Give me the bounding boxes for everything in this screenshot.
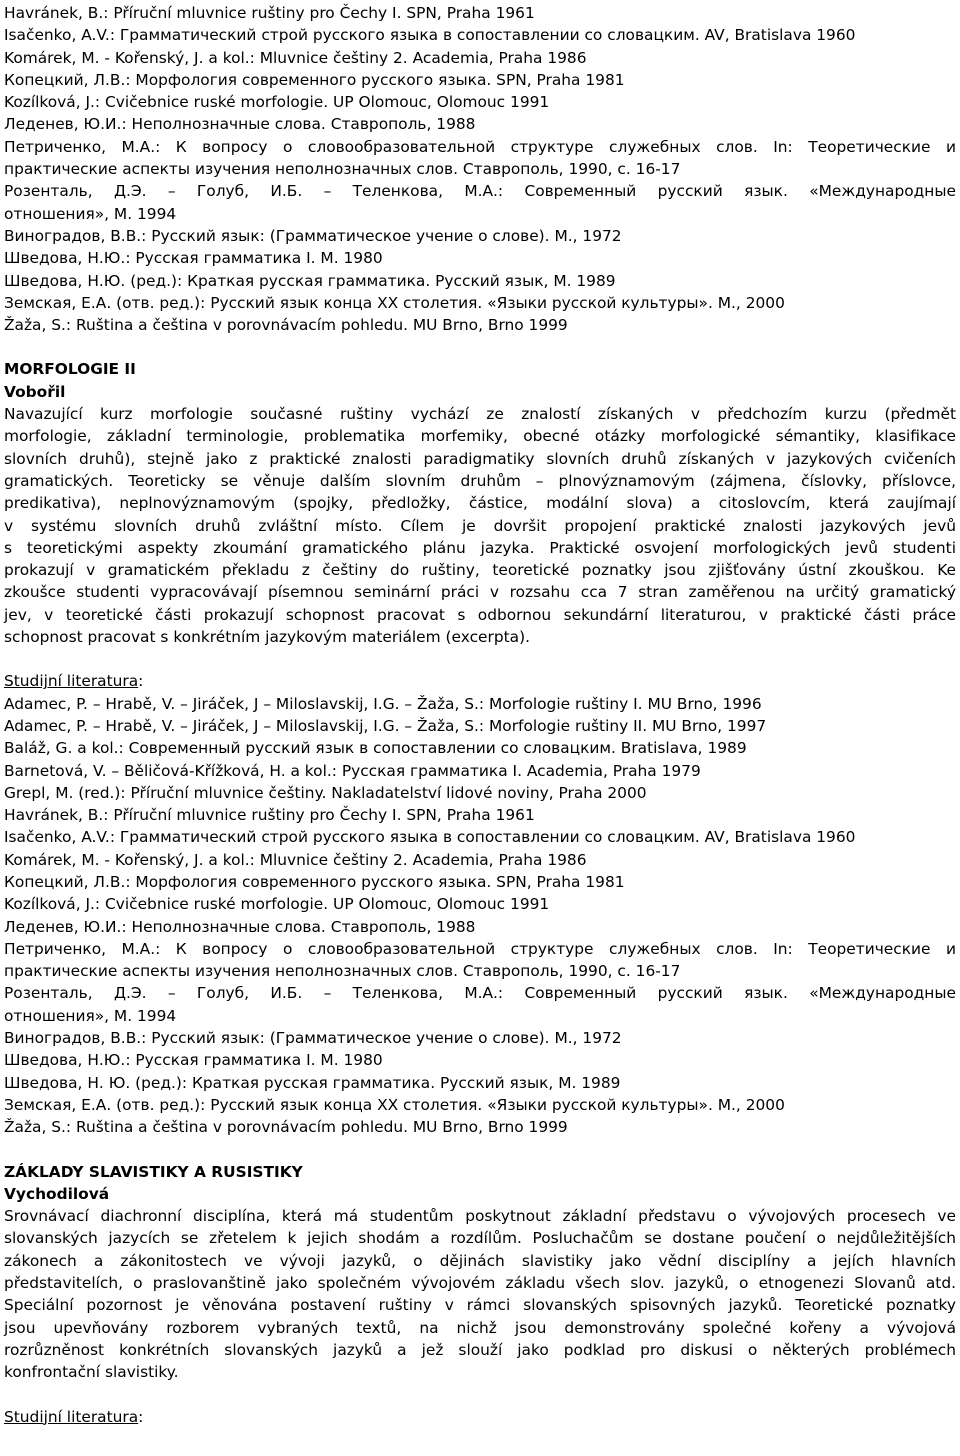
study-literature-label: Studijní literatura — [4, 1407, 139, 1426]
reference-line: Žaža, S.: Ruština a čeština v porovnávacím pohledu. MU Brno, Brno 1999 — [4, 316, 568, 335]
reference-entry — [4, 1072, 956, 1094]
reference-line: Петриченко, М.А.: К вопросу о словообразовательной структуре служебных слов. In: Теоретические и — [4, 137, 956, 156]
reference-entry — [4, 982, 956, 1027]
paragraph-line: jev, v teoretické části prokazují schopnost pracovat s odbornou sekundární literaturou, v praktické části práce — [4, 605, 956, 624]
paragraph-line: prokazují v gramatickém překladu z češtiny do ruštiny, teoretické poznatky jsou zjišťovány ústní zkouškou. Ke — [4, 561, 956, 580]
paragraph-line: Navazující kurz morfologie současné ruštiny vychází ze znalostí získaných v předchozím kurzu (předmět — [4, 405, 956, 424]
reference-line: Леденев, Ю.И.: Неполнозначные слова. Ставрополь, 1988 — [4, 115, 476, 134]
paragraph-line: morfologie, základní terminologie, problematika morfemiky, obecné otázky morfologické sémantiky, klasifikace — [4, 427, 956, 446]
paragraph-line: s teoretickými aspekty zkoumání gramatického plánu jazyka. Praktické osvojení morfologických jevů studenti — [4, 538, 956, 557]
reference-entry — [4, 1027, 956, 1049]
reference-entry — [4, 1116, 956, 1138]
reference-line: Виноградов, В.В.: Русский язык: (Грамматическое учение о слове). М., 1972 — [4, 226, 622, 245]
reference-entry — [4, 91, 956, 113]
reference-entry — [4, 69, 956, 91]
section-morfologie-ii — [4, 358, 956, 1138]
reference-entry — [4, 24, 956, 46]
reference-entry — [4, 916, 956, 938]
section-description — [4, 1205, 956, 1383]
study-literature-heading — [4, 1406, 956, 1428]
reference-line: Grepl, M. (red.): Příruční mluvnice češtiny. Nakladatelství lidové noviny, Praha 2000 — [4, 783, 647, 802]
paragraph-line: zkoušce studenti vypracovávají písemnou seminární práci v rozsahu cca 7 stran zaměřenou na určitý gramatický — [4, 583, 956, 602]
spacer — [4, 648, 956, 670]
reference-entry — [4, 113, 956, 135]
reference-line: отношения», М. 1994 — [4, 1006, 177, 1025]
reference-line: Adamec, P. – Hrabě, V. – Jiráček, J – Miloslavskij, I.G. – Žaža, S.: Morfologie ruštiny I. MU Brno, 1996 — [4, 694, 762, 713]
reference-entry — [4, 2, 956, 24]
paragraph-line: predikativa), neplnovýznamovým (spojky, předložky, částice, modální slova) a citoslovcím, která zaujímají — [4, 494, 956, 513]
reference-line: Komárek, M. - Kořenský, J. a kol.: Mluvnice češtiny 2. Academia, Praha 1986 — [4, 48, 587, 67]
reference-entry — [4, 715, 956, 737]
reference-line: Петриченко, М.А.: К вопросу о словообразовательной структуре служебных слов. In: Теоретические и — [4, 939, 956, 958]
study-literature-label: Studijní literatura — [4, 672, 139, 691]
paragraph-line: představitelích, o praslovanštině jako společném vývojovém základu všech slov. jazyků, o etnogenezi Slovanů atd. — [4, 1274, 956, 1293]
paragraph-line: jsou upevňovány rozborem vybraných textů, na nichž jsou demonstrovány společné kořeny a vývojová — [4, 1318, 956, 1337]
study-literature-colon: : — [138, 672, 144, 691]
section-description — [4, 403, 956, 648]
paragraph-line: rozrůzněnost konkrétních slovanských jazyků a jež slouží jako podklad pro diskusi o některých problémech — [4, 1340, 956, 1359]
reference-entry — [4, 693, 956, 715]
reference-line: отношения», М. 1994 — [4, 204, 177, 223]
reference-line: Isačenko, A.V.: Грамматический строй русского языка в сопоставлении со словацким. AV, Bratislava 1960 — [4, 828, 856, 847]
reference-entry — [4, 938, 956, 983]
reference-entry — [4, 849, 956, 871]
reference-entry — [4, 47, 956, 69]
spacer — [4, 336, 956, 358]
reference-line: Komárek, M. - Kořenský, J. a kol.: Mluvnice češtiny 2. Academia, Praha 1986 — [4, 850, 587, 869]
reference-line: Kozílková, J.: Cvičebnice ruské morfologie. UP Olomouc, Olomouc 1991 — [4, 895, 550, 914]
reference-line: Adamec, P. – Hrabě, V. – Jiráček, J – Miloslavskij, I.G. – Žaža, S.: Morfologie ruštiny II. MU Brno, 1997 — [4, 716, 767, 735]
reference-line: практические аспекты изучения неполнозначных слов. Ставрополь, 1990, с. 16-17 — [4, 160, 681, 179]
reference-entry — [4, 314, 956, 336]
paragraph-line: gramatických. Teoreticky se věnuje dalším slovním druhům – plnovýznamovým (zájmena, číslovky, příslovce, — [4, 471, 956, 490]
reference-line: Копецкий, Л.В.: Морфология современного русского языка. SPN, Praha 1981 — [4, 872, 625, 891]
reference-entry — [4, 871, 956, 893]
reference-line: Шведова, Н.Ю.: Русская грамматика I. М. 1980 — [4, 1051, 383, 1070]
reference-entry — [4, 737, 956, 759]
reference-entry — [4, 1049, 956, 1071]
reference-line: Розенталь, Д.Э. – Голуб, И.Б. – Теленкова, М.А.: Современный русский язык. «Международные — [4, 984, 956, 1003]
reference-line: Barnetová, V. – Běličová-Křížková, H. a kol.: Русская грамматика I. Academia, Praha 1979 — [4, 761, 701, 780]
paragraph-line: v systému slovních druhů zvláštní místo. Cílem je dovršit propojení praktické znalosti jazykových jevů — [4, 516, 956, 535]
reference-line: Isačenko, A.V.: Грамматический строй русского языка в сопоставлении со словацким. AV, Bratislava 1960 — [4, 26, 856, 45]
reference-line: Baláž, G. a kol.: Современный русский язык в сопоставлении со словацким. Bratislava, 1989 — [4, 739, 747, 758]
reference-line: Леденев, Ю.И.: Неполнозначные слова. Ставрополь, 1988 — [4, 917, 476, 936]
reference-entry — [4, 1094, 956, 1116]
section-zaklady-slavistiky — [4, 1161, 956, 1428]
reference-line: практические аспекты изучения неполнозначных слов. Ставрополь, 1990, с. 16-17 — [4, 962, 681, 981]
reference-line: Havránek, B.: Příruční mluvnice ruštiny pro Čechy I. SPN, Praha 1961 — [4, 806, 535, 825]
reference-entry — [4, 826, 956, 848]
study-literature-colon: : — [138, 1407, 144, 1426]
reference-line: Шведова, Н.Ю.: Русская грамматика I. М. 1980 — [4, 249, 383, 268]
reference-line: Шведова, Н.Ю. (ред.): Краткая русская грамматика. Русский язык, М. 1989 — [4, 271, 616, 290]
section-title: MORFOLOGIE II — [4, 360, 136, 379]
paragraph-line: schopnost pracovat s konkrétním jazykovým materiálem (excerpta). — [4, 628, 530, 647]
reference-line: Виноградов, В.В.: Русский язык: (Грамматическое учение о слове). М., 1972 — [4, 1029, 622, 1048]
reference-entry — [4, 804, 956, 826]
reference-list-top — [4, 2, 956, 336]
paragraph-line: Srovnávací diachronní disciplína, která má studentům poskytnout základní představu o vývojových procesech ve — [4, 1207, 956, 1226]
reference-line: Žaža, S.: Ruština a čeština v porovnávacím pohledu. MU Brno, Brno 1999 — [4, 1118, 568, 1137]
section-title: ZÁKLADY SLAVISTIKY A RUSISTIKY — [4, 1162, 303, 1181]
reference-line: Копецкий, Л.В.: Морфология современного русского языка. SPN, Praha 1981 — [4, 70, 625, 89]
reference-entry — [4, 247, 956, 269]
reference-line: Kozílková, J.: Cvičebnice ruské morfologie. UP Olomouc, Olomouc 1991 — [4, 93, 550, 112]
reference-line: Земская, Е.А. (отв. ред.): Русский язык конца ХХ столетия. «Языки русской культуры». М., 2000 — [4, 1095, 785, 1114]
study-literature-heading — [4, 670, 956, 692]
reference-entry — [4, 782, 956, 804]
reference-line: Земская, Е.А. (отв. ред.): Русский язык конца ХХ столетия. «Языки русской культуры». М., 2000 — [4, 293, 785, 312]
reference-list — [4, 693, 956, 1139]
reference-entry — [4, 893, 956, 915]
section-teacher: Vychodilová — [4, 1184, 110, 1203]
spacer — [4, 1384, 956, 1406]
reference-line: Розенталь, Д.Э. – Голуб, И.Б. – Теленкова, М.А.: Современный русский язык. «Международные — [4, 182, 956, 201]
section-teacher: Vobořil — [4, 382, 66, 401]
paragraph-line: zákonech a zákonitostech ve vývoji jazyků, o dějinách slavistiky jako vědní disciplíny a jejích hlavních — [4, 1251, 956, 1270]
reference-entry — [4, 292, 956, 314]
paragraph-line: konfrontační slavistiky. — [4, 1363, 179, 1382]
paragraph-line: slovanských jazycích se zřetelem k jejich shodám a rozdílům. Posluchačům se dostane poučení o nejdůležitějších — [4, 1229, 956, 1248]
reference-entry — [4, 136, 956, 181]
paragraph-line: slovních druhů), stejně jako z praktické znalosti paradigmatiky slovních druhů získaných v jazykových cvičeních — [4, 449, 956, 468]
reference-entry — [4, 760, 956, 782]
reference-entry — [4, 180, 956, 225]
reference-line: Havránek, B.: Příruční mluvnice ruštiny pro Čechy I. SPN, Praha 1961 — [4, 4, 535, 22]
reference-entry — [4, 225, 956, 247]
paragraph-line: Speciální pozornost je věnována postavení ruštiny v rámci slovanských spisovných jazyků. Teoretické poznatky — [4, 1296, 956, 1315]
reference-line: Шведова, Н. Ю. (ред.): Краткая русская грамматика. Русский язык, М. 1989 — [4, 1073, 621, 1092]
reference-entry — [4, 270, 956, 292]
spacer — [4, 1139, 956, 1161]
